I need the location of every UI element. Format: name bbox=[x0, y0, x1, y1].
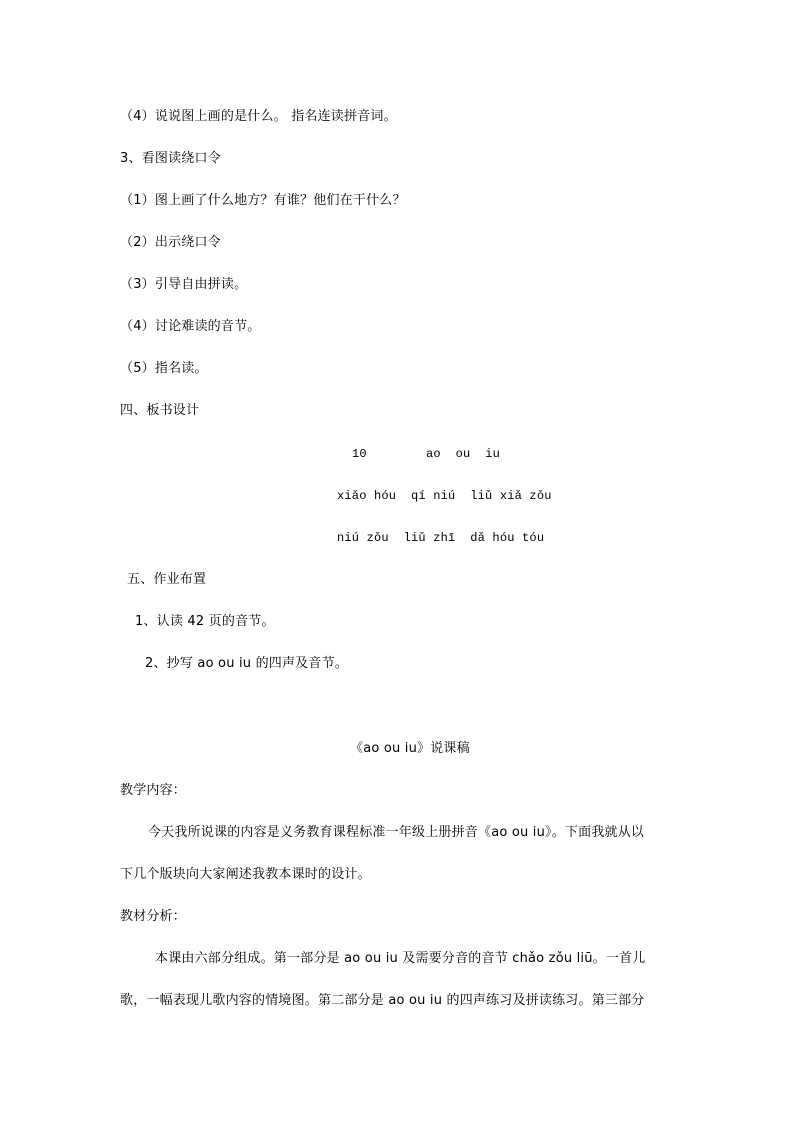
homework-item-2: 2、抄写 ao ou iu 的四声及音节。 bbox=[145, 656, 348, 671]
item-1-picture-question: （1）图上画了什么地方？有谁？他们在干什么？ bbox=[120, 193, 406, 208]
item-4-discuss-syllables: （4）讨论难读的音节。 bbox=[120, 319, 261, 334]
item-5-name-read: （5）指名读。 bbox=[120, 361, 208, 376]
section-3-heading: 3、看图读绕口令 bbox=[120, 151, 221, 166]
item-3-free-reading: （3）引导自由拼读。 bbox=[120, 277, 248, 292]
teaching-content-paragraph-line-1: 今天我所说课的内容是义务教育课程标准一年级上册拼音《ao ou iu》。下面我就从以 bbox=[148, 825, 645, 840]
homework-item-1: 1、认读 42 页的音节。 bbox=[135, 614, 275, 629]
homework-heading: 五、作业布置 bbox=[127, 572, 207, 587]
board-line-2: xiǎo hóu qí niú liǔ xiǎ zǒu bbox=[337, 489, 552, 503]
teaching-content-paragraph-line-2: 下几个版块向大家阐述我教本课时的设计。 bbox=[120, 867, 371, 882]
item-2-show-tongue-twister: （2）出示绕口令 bbox=[120, 235, 221, 250]
item-4-say-picture: （4）说说图上画的是什么。 指名连读拼音词。 bbox=[120, 109, 397, 124]
board-line-3: niú zǒu liǔ zhī dǎ hóu tóu bbox=[337, 531, 545, 545]
speech-title: 《ao ou iu》说课稿 bbox=[350, 741, 470, 756]
material-analysis-paragraph-line-2: 歌，一幅表现儿歌内容的情境图。第二部分是 ao ou iu 的四声练习及拼读练习。第三部分 bbox=[120, 993, 645, 1008]
board-design-heading: 四、板书设计 bbox=[120, 403, 200, 418]
teaching-content-heading: 教学内容： bbox=[120, 783, 187, 798]
board-line-1: 10 ao ou iu bbox=[352, 447, 501, 461]
material-analysis-paragraph-line-1: 本课由六部分组成。第一部分是 ao ou iu 及需要分音的音节 chǎo zǒu liū。一首儿 bbox=[155, 951, 646, 966]
material-analysis-heading: 教材分析： bbox=[120, 909, 187, 924]
